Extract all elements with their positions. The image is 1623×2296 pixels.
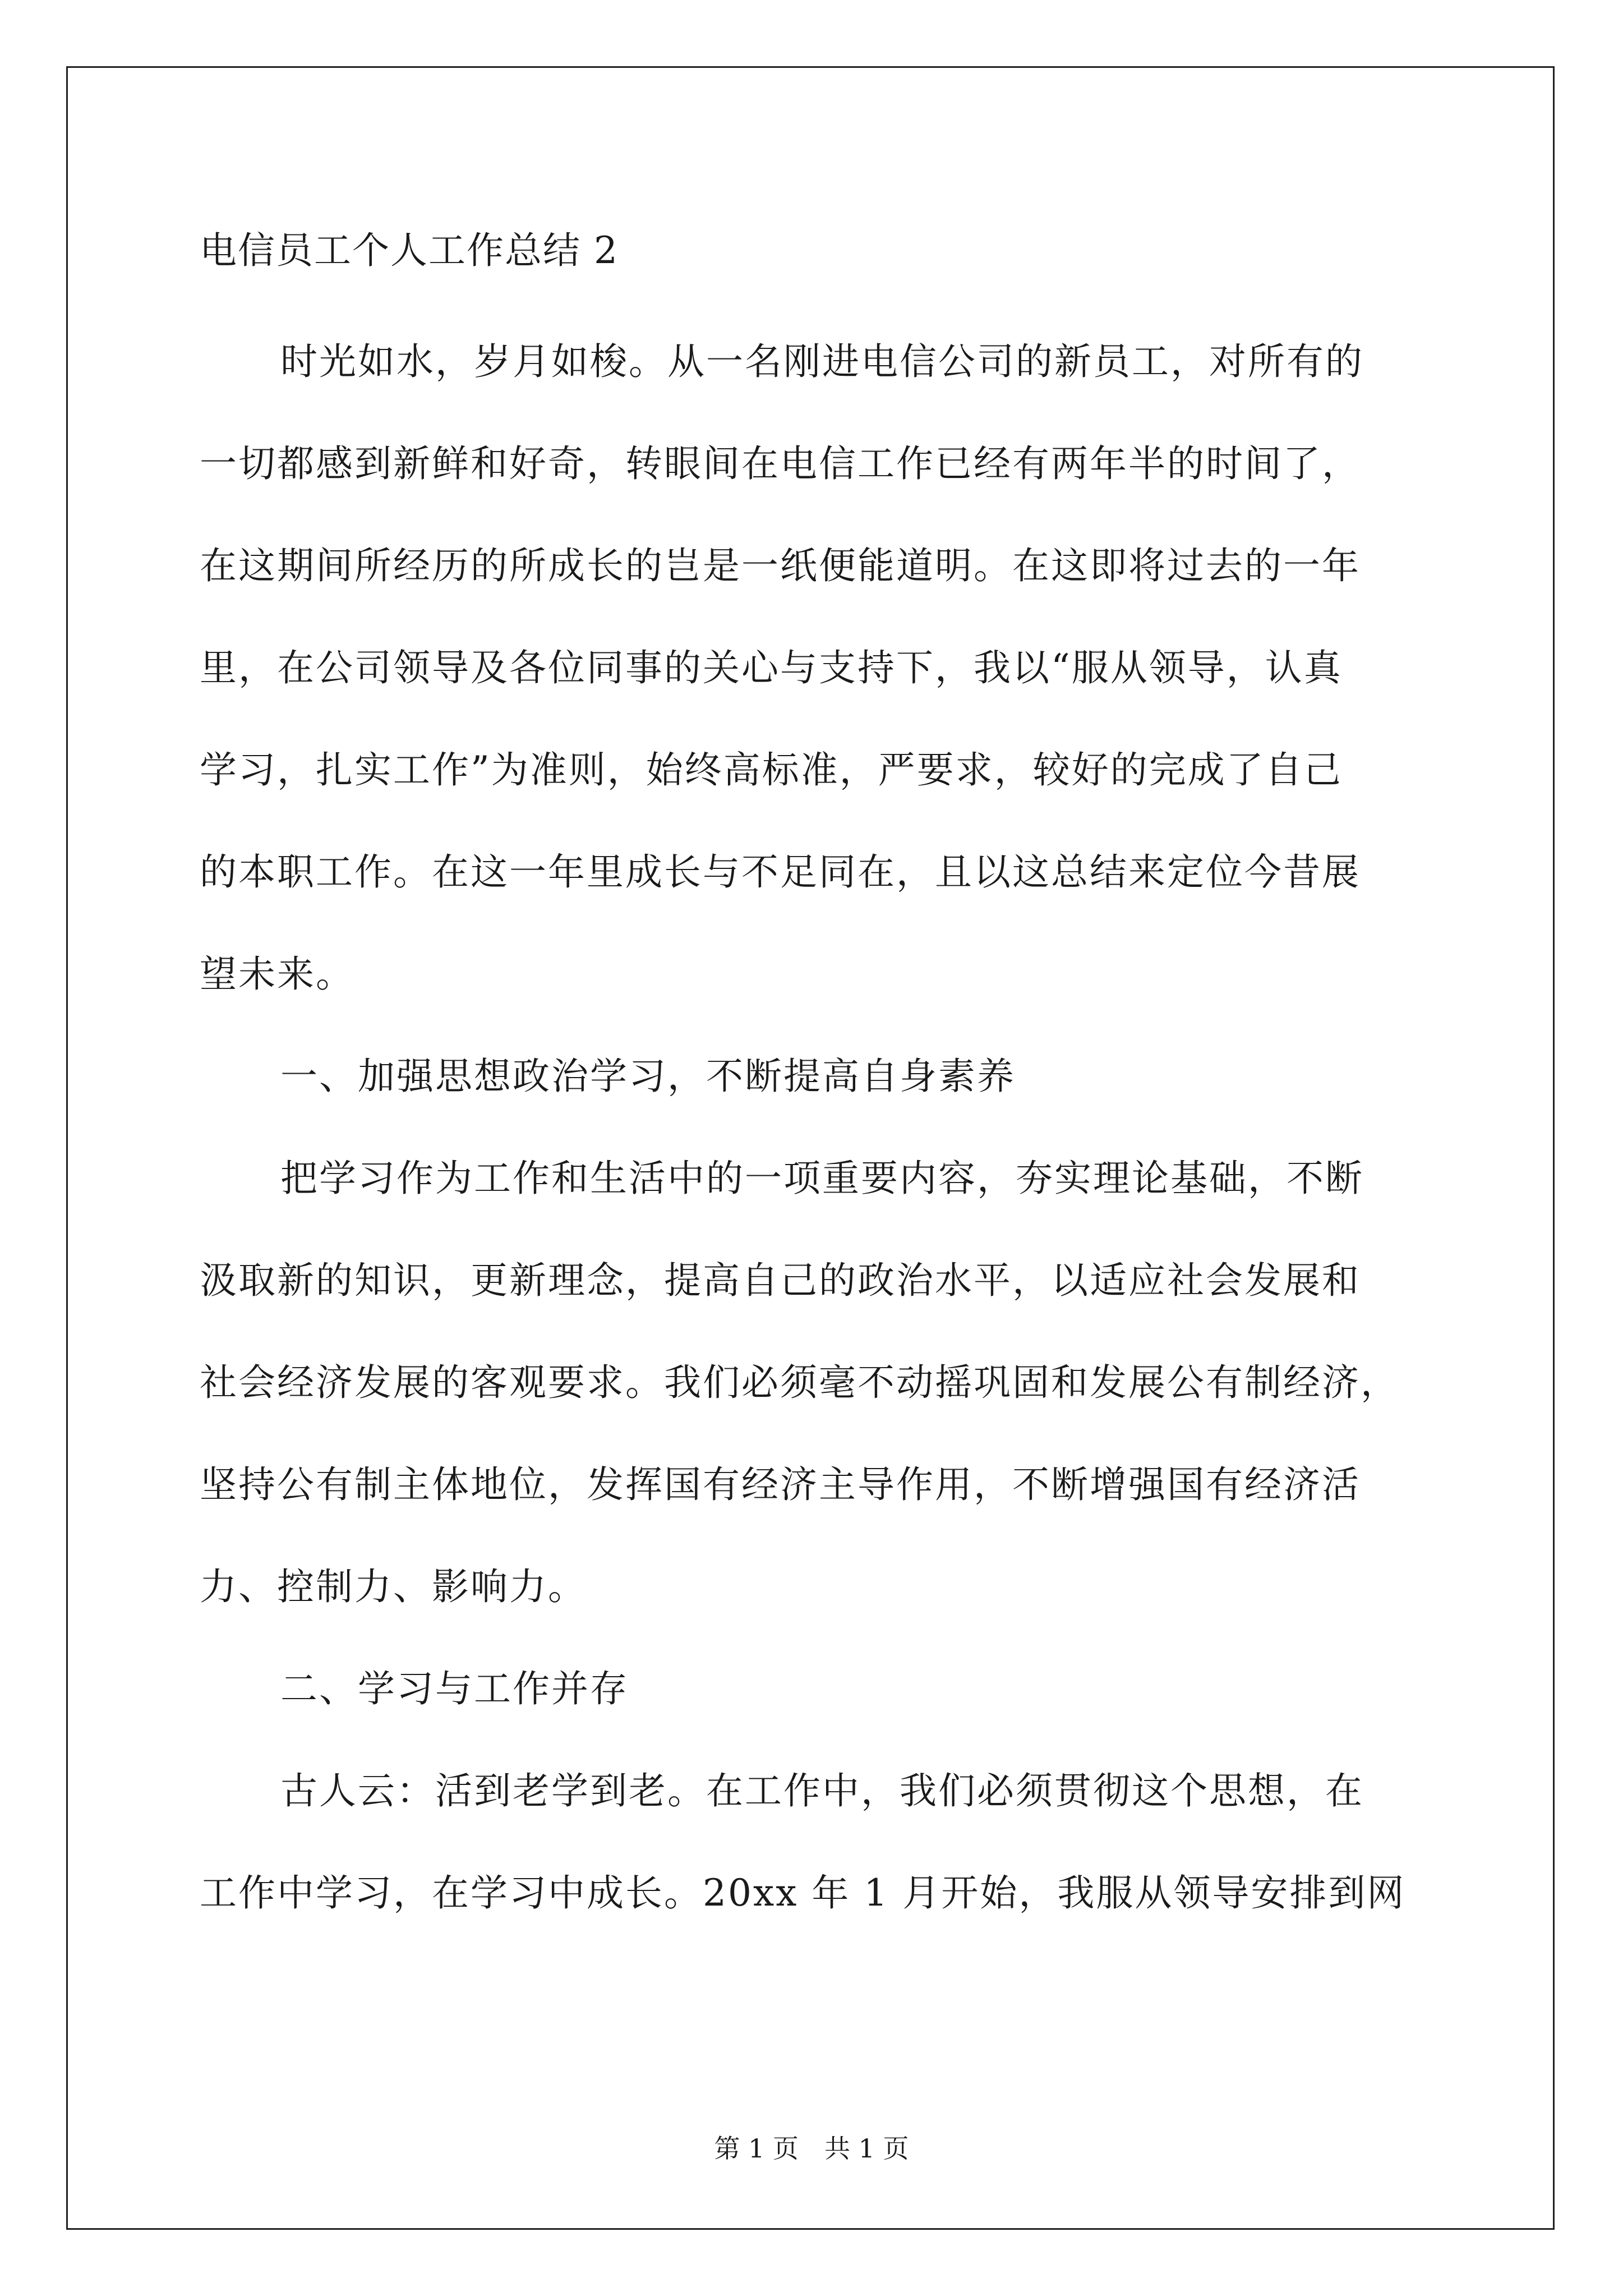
text-line: 一切都感到新鲜和好奇，转眼间在电信工作已经有两年半的时间了，	[200, 442, 1361, 485]
heading-line: 二、学习与工作并存	[280, 1667, 629, 1710]
paragraph-intro	[200, 311, 1433, 1025]
text-line: 时光如水，岁月如梭。从一名刚进电信公司的新员工，对所有的	[280, 340, 1364, 383]
text-line: 的本职工作。在这一年里成长与不足同在，且以这总结来定位今昔展	[200, 850, 1361, 894]
page-number-footer: 第 1 页 共 1 页	[714, 2133, 909, 2164]
text-line: 社会经济发展的客观要求。我们必须毫不动摇巩固和发展公有制经济，	[200, 1361, 1399, 1404]
document-title: 电信员工个人工作总结 2	[200, 229, 619, 272]
text-line: 里，在公司领导及各位同事的关心与支持下，我以“服从领导，认真	[200, 646, 1343, 689]
section-heading-1	[200, 1025, 1433, 1128]
text-line: 汲取新的知识，更新理念，提高自己的政治水平，以适应社会发展和	[200, 1259, 1361, 1302]
text-line: 望未来。	[200, 953, 354, 996]
text-line: 坚持公有制主体地位，发挥国有经济主导作用，不断增强国有经济活	[200, 1463, 1361, 1506]
text-line: 古人云：活到老学到老。在工作中，我们必须贯彻这个思想，在	[280, 1769, 1364, 1812]
section-heading-2	[200, 1638, 1433, 1740]
heading-line: 一、加强思想政治学习，不断提高自身素养	[280, 1055, 1016, 1098]
text-line: 把学习作为工作和生活中的一项重要内容，夯实理论基础，不断	[280, 1157, 1364, 1200]
text-line: 在这期间所经历的所成长的岂是一纸便能道明。在这即将过去的一年	[200, 544, 1361, 587]
text-line: 力、控制力、影响力。	[200, 1565, 587, 1608]
text-line: 工作中学习，在学习中成长。20xx 年 1 月开始，我服从领导安排到网	[200, 1871, 1406, 1915]
document-body	[200, 311, 1433, 1944]
text-line: 学习，扎实工作”为准则，始终高标准，严要求，较好的完成了自己	[200, 748, 1343, 792]
paragraph-section-2	[200, 1740, 1433, 1944]
paragraph-section-1	[200, 1128, 1433, 1638]
